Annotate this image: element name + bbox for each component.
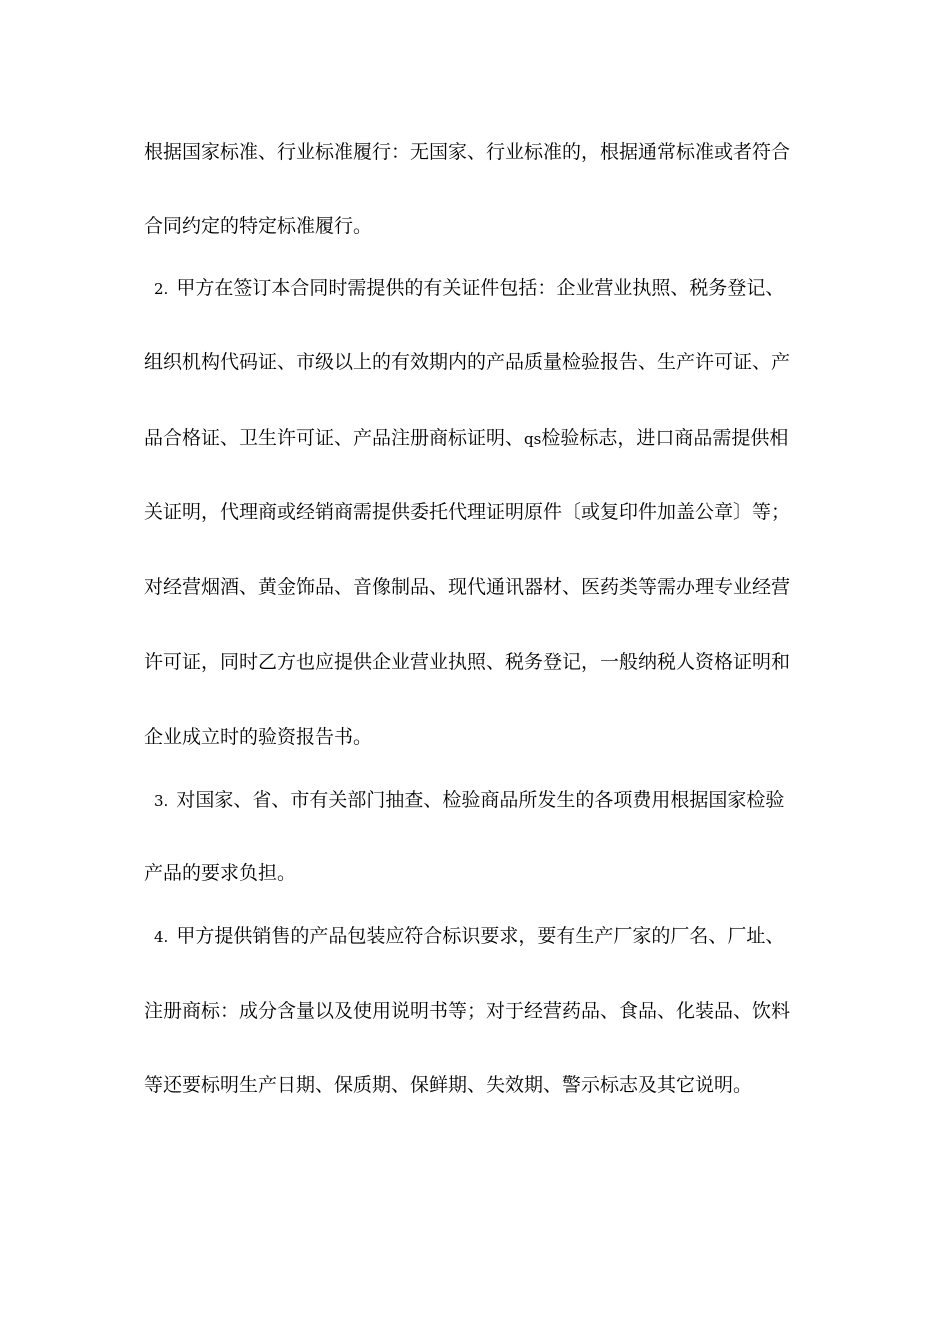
paragraph-line: 注册商标：成分含量以及使用说明书等；对于经营药品、食品、化装品、饮料 [144, 1000, 791, 1022]
paragraph-line: 组织机构代码证、市级以上的有效期内的产品质量检验报告、生产许可证、产 [144, 351, 791, 373]
list-item-4 [144, 922, 824, 951]
paragraph-line: 等还要标明生产日期、保质期、保鲜期、失效期、警示标志及其它说明。 [144, 1074, 753, 1096]
paragraph-line: 对经营烟酒、黄金饰品、音像制品、现代通讯器材、医药类等需办理专业经营 [144, 576, 791, 598]
item-number: 2. [154, 280, 169, 298]
paragraph-line: 根据国家标准、行业标准履行：无国家、行业标准的，根据通常标准或者符合 [144, 141, 791, 163]
paragraph-line: 企业成立时的验资报告书。 [144, 726, 373, 748]
paragraph-line: 许可证，同时乙方也应提供企业营业执照、税务登记，一般纳税人资格证明和 [144, 651, 791, 673]
line-text: 品合格证、卫生许可证、产品注册商标证明、 [144, 427, 525, 449]
paragraph-line [144, 424, 824, 453]
item-text: 甲方提供销售的产品包装应符合标识要求，要有生产厂家的厂名、厂址、 [176, 925, 785, 947]
line-text: 检验标志，进口商品需提供相 [541, 427, 789, 449]
list-item-2 [144, 274, 824, 303]
latin-text: qs [524, 430, 542, 448]
item-text: 对国家、省、市有关部门抽查、检验商品所发生的各项费用根据国家检验 [176, 789, 785, 811]
paragraph-line: 关证明，代理商或经销商需提供委托代理证明原件〔或复印件加盖公章〕等； [144, 501, 791, 523]
paragraph-line: 产品的要求负担。 [144, 862, 297, 884]
item-number: 3. [154, 792, 169, 810]
item-number: 4. [154, 928, 169, 946]
item-text: 甲方在签订本合同时需提供的有关证件包括：企业营业执照、税务登记、 [176, 277, 785, 299]
paragraph-line: 合同约定的特定标准履行。 [144, 215, 373, 237]
list-item-3 [144, 786, 824, 815]
